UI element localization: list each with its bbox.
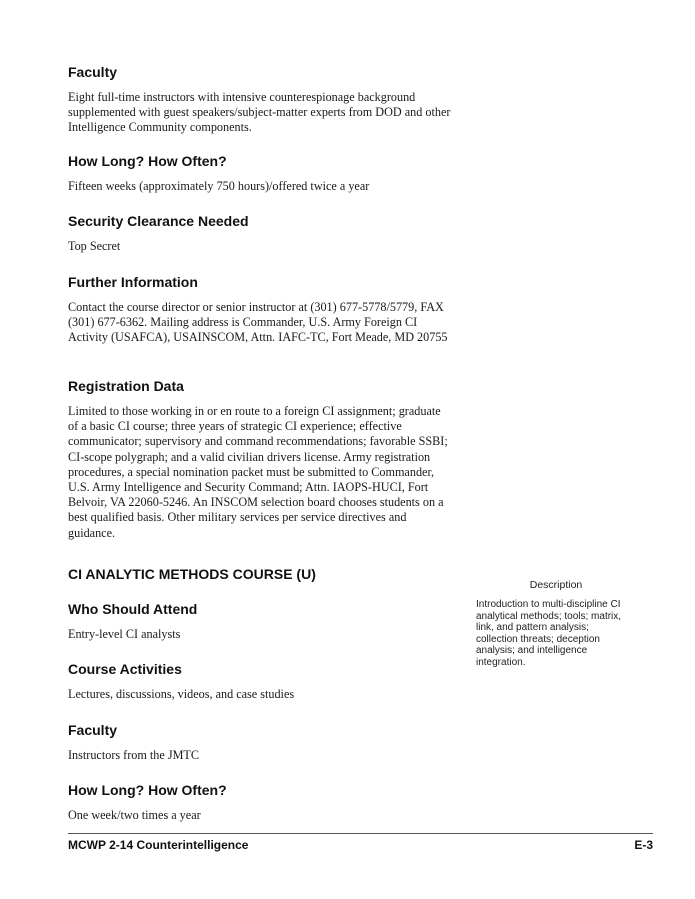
section-heading: Registration Data [68,378,184,394]
description-heading: Description [529,579,583,591]
section-faculty [68,63,453,136]
section-heading: Course Activities [68,661,182,677]
section-body: Entry-level CI analysts [68,627,181,641]
description-sidebar [476,579,628,669]
section-further-information [68,273,453,346]
section-heading: Security Clearance Needed [68,213,249,229]
description-body: Introduction to multi-discipline CI analytical methods; tools; matrix, link, and pattern analysis; collection threats; deception analysis; and intelligence integration. [476,599,622,668]
section-heading: Further Information [68,274,198,290]
section-course-how-long [68,781,453,823]
section-body: Contact the course director or senior instructor at (301) 677-5778/5779, FAX (301) 677-6362. Mailing address is Commander, U.S. Army Foreign CI Activity (USAFCA), USAINSCOM, Attn. IAFC-TC, Fort Meade, MD 20755 [68,300,448,345]
section-who-should-attend [68,600,453,642]
section-body: Fifteen weeks (approximately 750 hours)/offered twice a year [68,179,370,193]
section-security-clearance [68,212,453,254]
section-heading: Faculty [68,64,118,80]
section-body: One week/two times a year [68,808,201,822]
footer-divider [68,833,653,834]
section-body: Instructors from the JMTC [68,748,199,762]
section-body: Lectures, discussions, videos, and case studies [68,687,295,701]
section-how-long [68,152,453,194]
section-registration-data [68,377,453,541]
section-course-faculty [68,721,453,763]
course-title: CI ANALYTIC METHODS COURSE (U) [68,566,316,582]
footer-page-number: E-3 [634,838,653,852]
section-body: Eight full-time instructors with intensive counterespionage background supplemented with guest speakers/subject-matter experts from DOD and other Intelligence Community components. [68,90,451,135]
section-course-activities [68,660,453,702]
footer-document-title: MCWP 2-14 Counterintelligence [68,838,249,852]
section-heading: Faculty [68,722,118,738]
section-body: Limited to those working in or en route to a foreign CI assignment; graduate of a basic CI course; three years of strategic CI experience; effective communicator; supervisory and command recommendations; favorable SSBI; CI-scope polygraph; and a valid civilian drivers license. Army registration procedures, a special nomination packet must be submitted to Commander, U.S. Army Intelligence and Security Command; Attn. IAOPS-HUCI, Fort Belvoir, VA 22060-5246. An INSCOM selection board chooses students on a best qualified basis. Other military services per service directives and guidance. [68,404,448,540]
section-heading: How Long? How Often? [68,782,227,798]
section-heading: Who Should Attend [68,601,198,617]
section-body: Top Secret [68,239,121,253]
section-heading: How Long? How Often? [68,153,227,169]
